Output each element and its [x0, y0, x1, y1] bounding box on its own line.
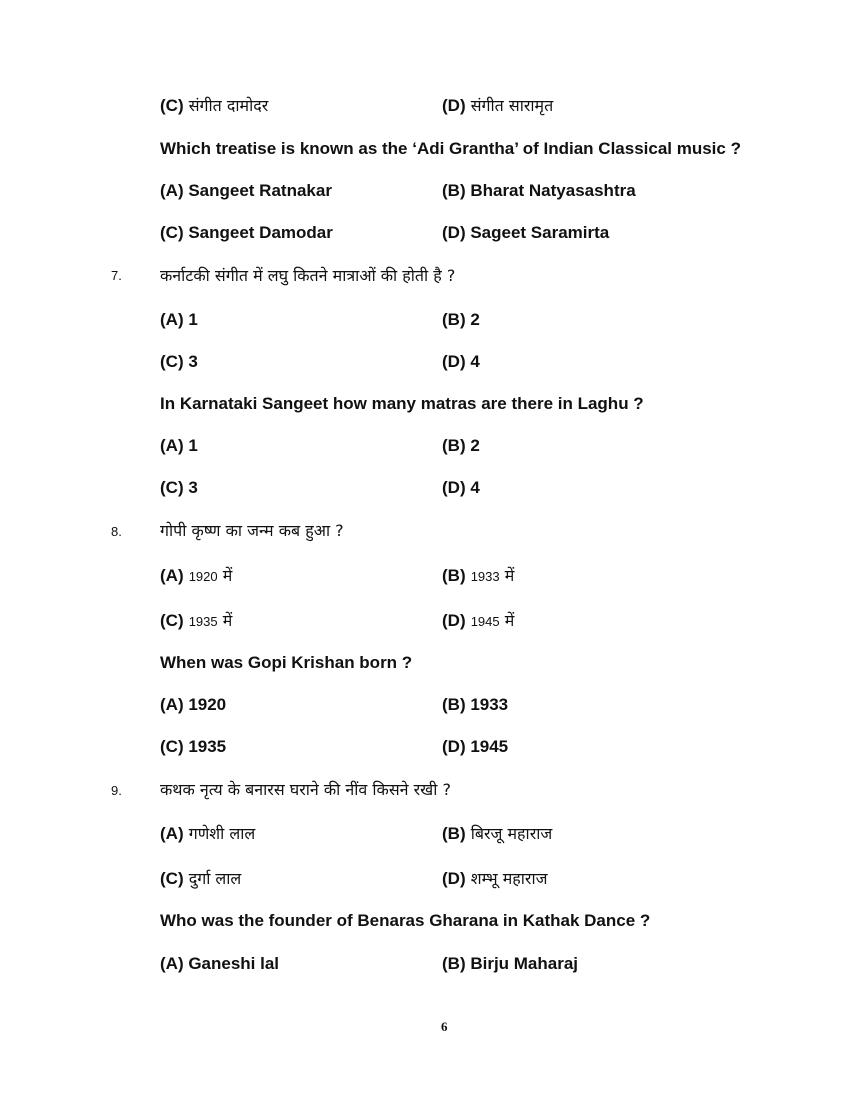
q9-en-option-a: (A) Ganeshi lal: [160, 954, 280, 973]
q9-hi-option-a: (A) गणेशी लाल: [160, 824, 256, 843]
q6-en-option-b: (B) Bharat Natyasashtra: [442, 181, 636, 200]
q7-en-option-c: (C) 3: [160, 478, 198, 497]
q7-en-option-d: (D) 4: [442, 478, 480, 497]
q7-hi-option-a: (A) 1: [160, 310, 198, 329]
q8-en-option-a: (A) 1920: [160, 695, 227, 714]
q6-hi-option-c: (C) संगीत दामोदर: [160, 96, 269, 115]
q8-hi-option-b: (B) 1933 में: [442, 566, 515, 585]
q7-en-option-a: (A) 1: [160, 436, 198, 455]
q8-hi-question: गोपी कृष्ण का जन्म कब हुआ ?: [160, 521, 344, 540]
q9-hi-option-b: (B) बिरजू महाराज: [442, 824, 553, 843]
q8-en-option-b: (B) 1933: [442, 695, 509, 714]
q7-hi-option-c: (C) 3: [160, 352, 198, 371]
q9-hi-option-c: (C) दुर्गा लाल: [160, 869, 242, 888]
q9-en-question: Who was the founder of Benaras Gharana in Kathak Dance ?: [160, 911, 651, 930]
q7-hi-option-b: (B) 2: [442, 310, 480, 329]
q6-hi-option-d: (D) संगीत सारामृत: [442, 96, 554, 115]
q7-en-option-b: (B) 2: [442, 436, 480, 455]
q8-number: 8.: [111, 524, 122, 539]
q7-hi-question: कर्नाटकी संगीत में लघु कितने मात्राओं की होती है ?: [160, 266, 456, 285]
q6-en-question: Which treatise is known as the ‘Adi Grantha’ of Indian Classical music ?: [160, 139, 741, 158]
q8-hi-option-d: (D) 1945 में: [442, 611, 515, 630]
page-number: 6: [441, 1019, 448, 1034]
q9-number: 9.: [111, 783, 122, 798]
q8-en-option-c: (C) 1935: [160, 737, 227, 756]
q9-hi-option-d: (D) शम्भू महाराज: [442, 869, 548, 888]
q8-en-option-d: (D) 1945: [442, 737, 509, 756]
q6-en-option-a: (A) Sangeet Ratnakar: [160, 181, 332, 200]
q7-hi-option-d: (D) 4: [442, 352, 480, 371]
q9-hi-question: कथक नृत्य के बनारस घराने की नींव किसने रखी ?: [160, 780, 451, 799]
q9-en-option-b: (B) Birju Maharaj: [442, 954, 579, 973]
q6-en-option-d: (D) Sageet Saramirta: [442, 223, 610, 242]
q8-hi-option-c: (C) 1935 में: [160, 611, 233, 630]
q8-hi-option-a: (A) 1920 में: [160, 566, 233, 585]
q7-en-question: In Karnataki Sangeet how many matras are there in Laghu ?: [160, 394, 644, 413]
q7-number: 7.: [111, 268, 122, 283]
q8-en-question: When was Gopi Krishan born ?: [160, 653, 413, 672]
q6-en-option-c: (C) Sangeet Damodar: [160, 223, 333, 242]
